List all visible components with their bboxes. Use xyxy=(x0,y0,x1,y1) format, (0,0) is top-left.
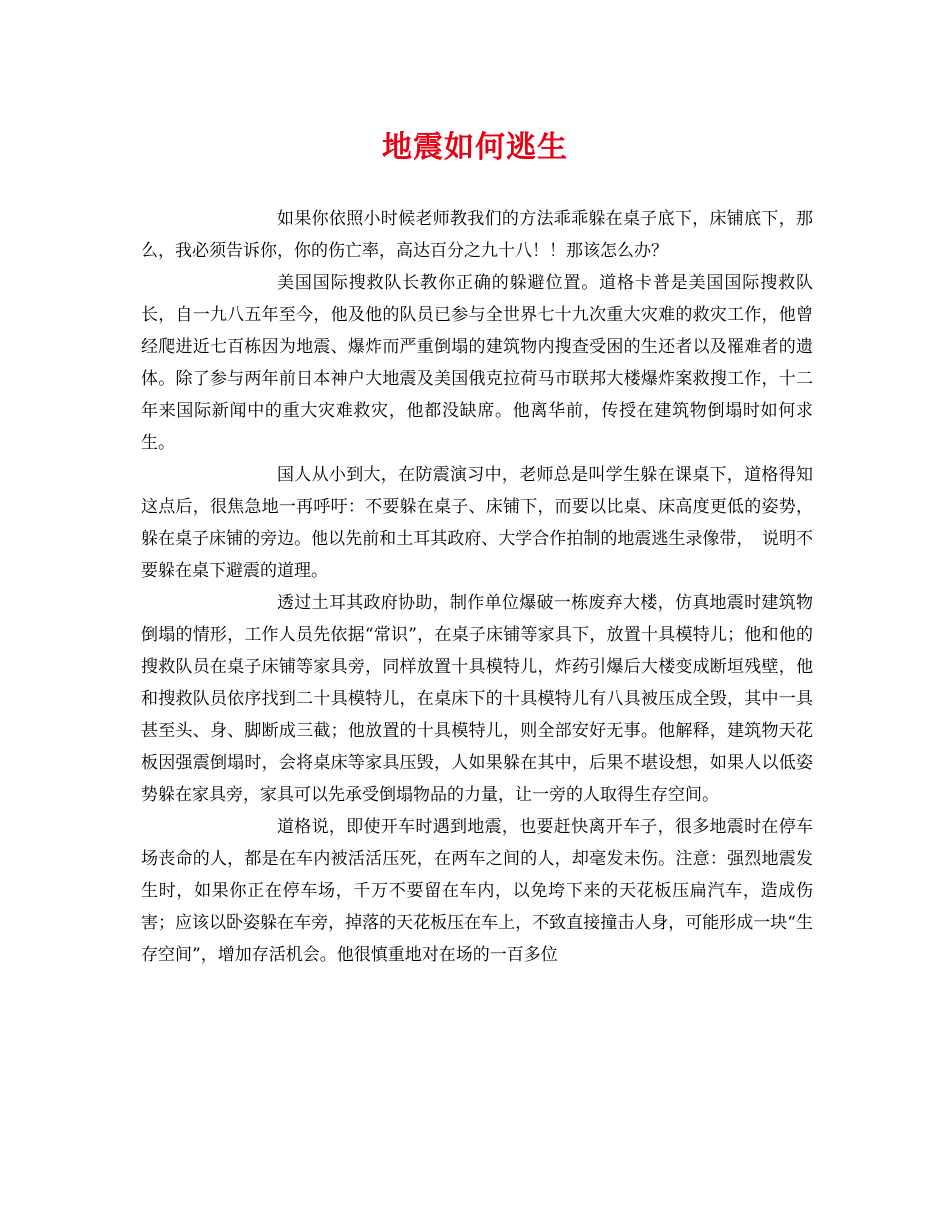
document-title: 地震如何逃生 xyxy=(382,130,568,165)
paragraph-3: 国人从小到大，在防震演习中，老师总是叫学生躲在课桌下，道格得知这点后，很焦急地一再呼吁：不要躲在桌子、床铺下，而要以比桌、床高度更低的姿势，躲在桌子床铺的旁边。他以先前和土耳其政府、大学合作拍制的地震逃生录像带， 说明不要躲在桌下避震的道理。 xyxy=(141,465,813,581)
paragraph-4: 透过土耳其政府协助，制作单位爆破一栋废弃大楼，仿真地震时建筑物倒塌的情形，工作人员先依据“常识”，在桌子床铺等家具下，放置十具模特儿；他和他的搜救队员在桌子床铺等家具旁，同样放置十具模特儿，炸药引爆后大楼变成断垣残壁，他和搜救队员依序找到二十具模特儿，在桌床下的十具模特儿有八具被压成全毁，其中一具甚至头、身、脚断成三截；他放置的十具模特儿，则全部安好无事。他解释，建筑物天花板因强震倒塌时，会将桌床等家具压毁，人如果躲在其中，后果不堪设想，如果人以低姿势躲在家具旁，家具可以先承受倒塌物品的力量，让一旁的人取得生存空间。 xyxy=(141,593,813,805)
paragraph-1: 如果你依照小时候老师教我们的方法乖乖躲在桌子底下，床铺底下，那么，我必须告诉你，你的伤亡率，高达百分之九十八！！那该怎么办？ xyxy=(141,209,813,261)
paragraph-2: 美国国际搜救队长教你正确的躲避位置。道格卡普是美国国际搜救队长，自一九八五年至今，他及他的队员已参与全世界七十九次重大灾难的救灾工作，他曾经爬进近七百栋因为地震、爆炸而严重倒塌的建筑物内搜查受困的生还者以及罹难者的遗体。除了参与两年前日本神户大地震及美国俄克拉荷马市联邦大楼爆炸案救搜工作，十二年来国际新闻中的重大灾难救灾，他都没缺席。他离华前，传授在建筑物倒塌时如何求生。 xyxy=(141,273,813,453)
paragraph-5: 道格说，即使开车时遇到地震，也要赶快离开车子，很多地震时在停车场丧命的人，都是在车内被活活压死，在两车之间的人，却毫发未伤。注意：强烈地震发生时，如果你正在停车场，千万不要留在车内，以免垮下来的天花板压扁汽车，造成伤害；应该以卧姿躲在车旁，掉落的天花板压在车上，不致直接撞击人身，可能形成一块“生存空间”，增加存活机会。他很慎重地对在场的一百多位 xyxy=(141,817,813,965)
document-body xyxy=(141,203,813,971)
